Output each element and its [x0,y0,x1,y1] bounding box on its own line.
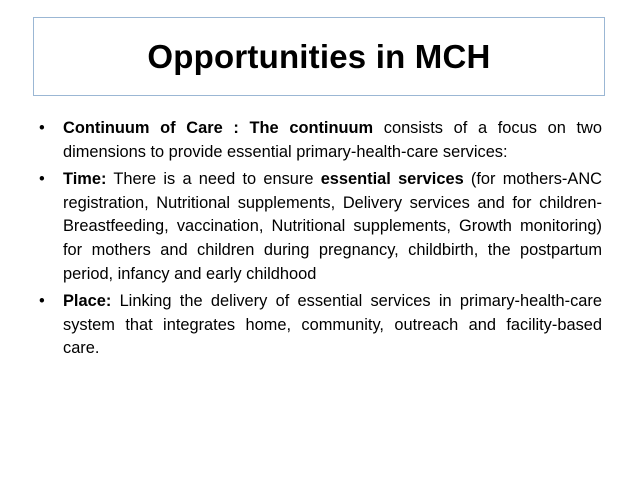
bullet-text: There is a need to ensure [106,170,321,189]
bullet-dot-icon: • [39,119,45,137]
bullet-text: Linking the delivery of essential services in primary-health-care system that integrates home, community, outreach and facility-based care. [63,292,602,358]
title-box [33,17,605,96]
slide-title: Opportunities in MCH [147,37,491,75]
bullet-dot-icon: • [39,170,45,189]
bullet-dot-icon: • [39,292,45,311]
bullet-lead: Continuum of Care : The continuum [63,119,374,137]
bullet-lead: Place: [63,292,112,311]
bullet-place [36,290,602,361]
bullet-emphasis: essential services [320,170,464,189]
bullet-text: (for mothers-ANC registration, Nutritional supplements, Delivery services and for children-Breastfeeding, vaccination, Nutritional supplements, Growth monitoring) for mothers and children during pregnancy, childbirth, the postpartum period, infancy and early childhood [63,170,603,283]
bullet-list [36,117,602,365]
bullet-continuum-of-care [36,117,602,164]
bullet-text: consists of a focus on two dimensions to provide essential primary-health-care services: [63,119,602,161]
bullet-lead: Time: [63,170,107,189]
bullet-time [36,168,602,286]
